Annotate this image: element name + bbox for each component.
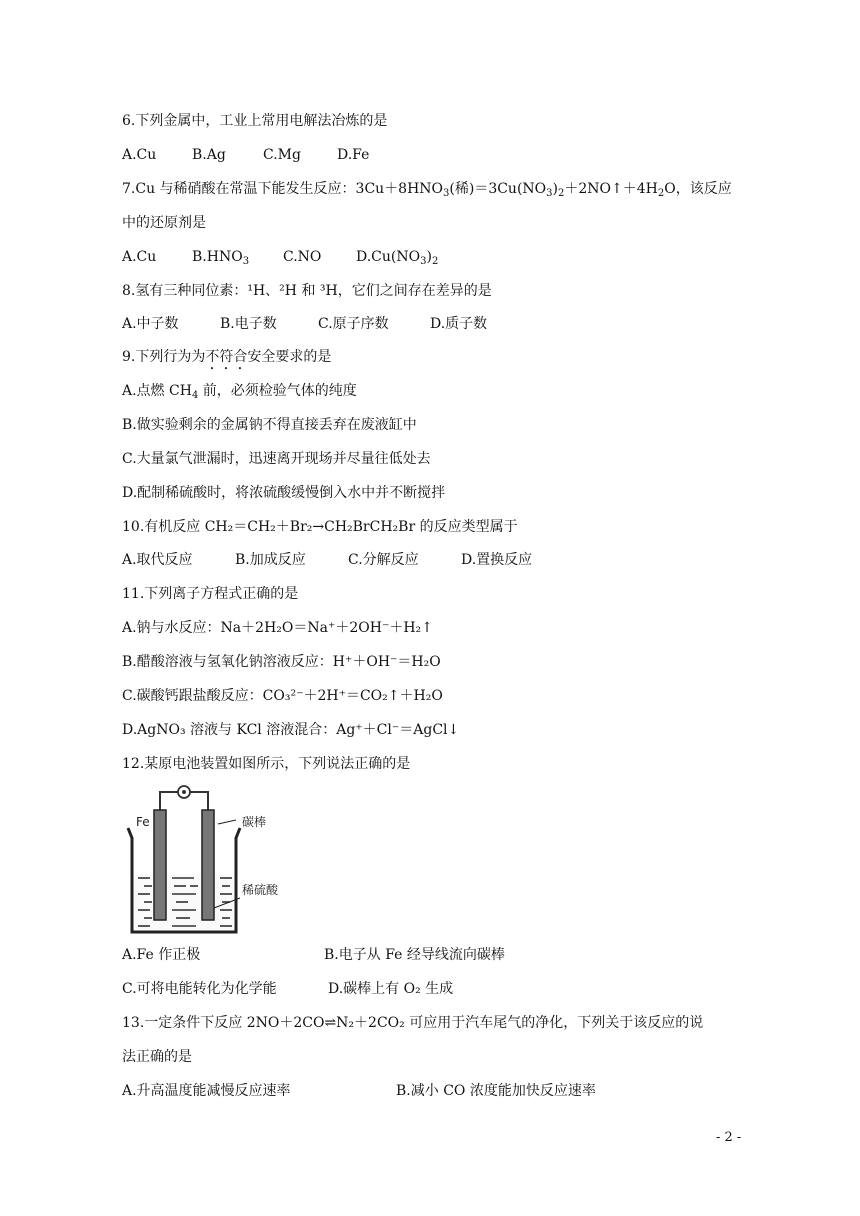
q8-stem: 8.氢有三种同位素：¹H、²H 和 ³H，它们之间存在差异的是	[122, 283, 492, 299]
q9-option-d: D.配制稀硫酸时，将浓硫酸缓慢倒入水中并不断搅拌	[122, 485, 446, 501]
q9-stem: 9.下列行为为不符合安全要求的是	[122, 349, 332, 365]
q13-stem-line2: 法正确的是	[122, 1049, 192, 1065]
q7-option-a: A.Cu	[122, 249, 157, 265]
q12-option-a: A.Fe 作正极	[122, 947, 201, 963]
q11-option-a: A.钠与水反应：Na＋2H₂O＝Na⁺＋2OH⁻＋H₂↑	[122, 620, 433, 636]
fe-electrode	[154, 810, 166, 920]
q8-option-b: B.电子数	[220, 316, 277, 332]
q10-option-c: C.分解反应	[348, 552, 419, 568]
q6-option-b: B.Ag	[192, 147, 226, 163]
q12-stem: 12.某原电池装置如图所示，下列说法正确的是	[122, 756, 411, 772]
q7-option-d: $D.Cu(NO_3)_2$	[356, 249, 439, 267]
q11-option-b: B.醋酸溶液与氢氧化钠溶液反应：H⁺＋OH⁻＝H₂O	[122, 654, 441, 670]
q7-stem-line2: 中的还原剂是	[122, 215, 206, 231]
q12-option-b: B.电子从 Fe 经导线流向碳棒	[324, 947, 505, 963]
q10-option-d: D.置换反应	[461, 552, 533, 568]
q13-option-a: A.升高温度能减慢反应速率	[122, 1083, 291, 1099]
q7-option-b: $B.HNO_3$	[192, 249, 250, 267]
q6-option-d: D.Fe	[337, 147, 370, 163]
fig-label-fe: Fe	[136, 815, 150, 829]
q9-emphasis: 不符合	[205, 349, 248, 365]
fig-label-carbon: 碳棒	[242, 815, 267, 829]
galvanic-cell-figure	[124, 780, 294, 940]
carbon-electrode	[202, 810, 214, 920]
q12-option-c: C.可将电能转化为化学能	[122, 981, 277, 997]
page-number: - 2 -	[716, 1130, 742, 1145]
q12-option-d: D.碳棒上有 O₂ 生成	[328, 981, 454, 997]
q9-option-b: B.做实验剩余的金属钠不得直接丢弃在废液缸中	[122, 417, 417, 433]
q8-option-c: C.原子序数	[318, 316, 389, 332]
q10-option-b: B.加成反应	[235, 552, 306, 568]
fig-label-acid: 稀硫酸	[242, 883, 279, 897]
q9-option-a: A.点燃 $CH_4$ 前，必须检验气体的纯度	[122, 383, 357, 401]
q11-option-c: C.碳酸钙跟盐酸反应：CO₃²⁻＋2H⁺＝CO₂↑＋H₂O	[122, 688, 443, 704]
q10-stem: 10.有机反应 CH₂＝CH₂＋Br₂→CH₂BrCH₂Br 的反应类型属于	[122, 519, 518, 535]
q6-stem: 6.下列金属中，工业上常用电解法冶炼的是	[122, 113, 388, 129]
q7-stem: 7.Cu 与稀硝酸在常温下能发生反应：$3Cu+8HNO_3$(稀)$=3Cu(NO_3)_2+2NO↑+4H_2O$，该反应	[122, 181, 732, 199]
q6-option-c: C.Mg	[263, 147, 301, 163]
q11-option-d: D.AgNO₃ 溶液与 KCl 溶液混合：Ag⁺＋Cl⁻＝AgCl↓	[122, 722, 460, 738]
q13-stem: 13.一定条件下反应 2NO＋2CO⇌N₂＋2CO₂ 可应用于汽车尾气的净化，下列关于该反应的说	[122, 1015, 704, 1031]
q11-stem: 11.下列离子方程式正确的是	[122, 586, 299, 602]
q7-option-c: C.NO	[283, 249, 322, 265]
q8-option-d: D.质子数	[430, 316, 488, 332]
q10-option-a: A.取代反应	[122, 552, 193, 568]
q13-option-b: B.减小 CO 浓度能加快反应速率	[396, 1083, 596, 1099]
q6-option-a: A.Cu	[122, 147, 157, 163]
q8-option-a: A.中子数	[122, 316, 179, 332]
q9-option-c: C.大量氯气泄漏时，迅速离开现场并尽量往低处去	[122, 451, 431, 467]
